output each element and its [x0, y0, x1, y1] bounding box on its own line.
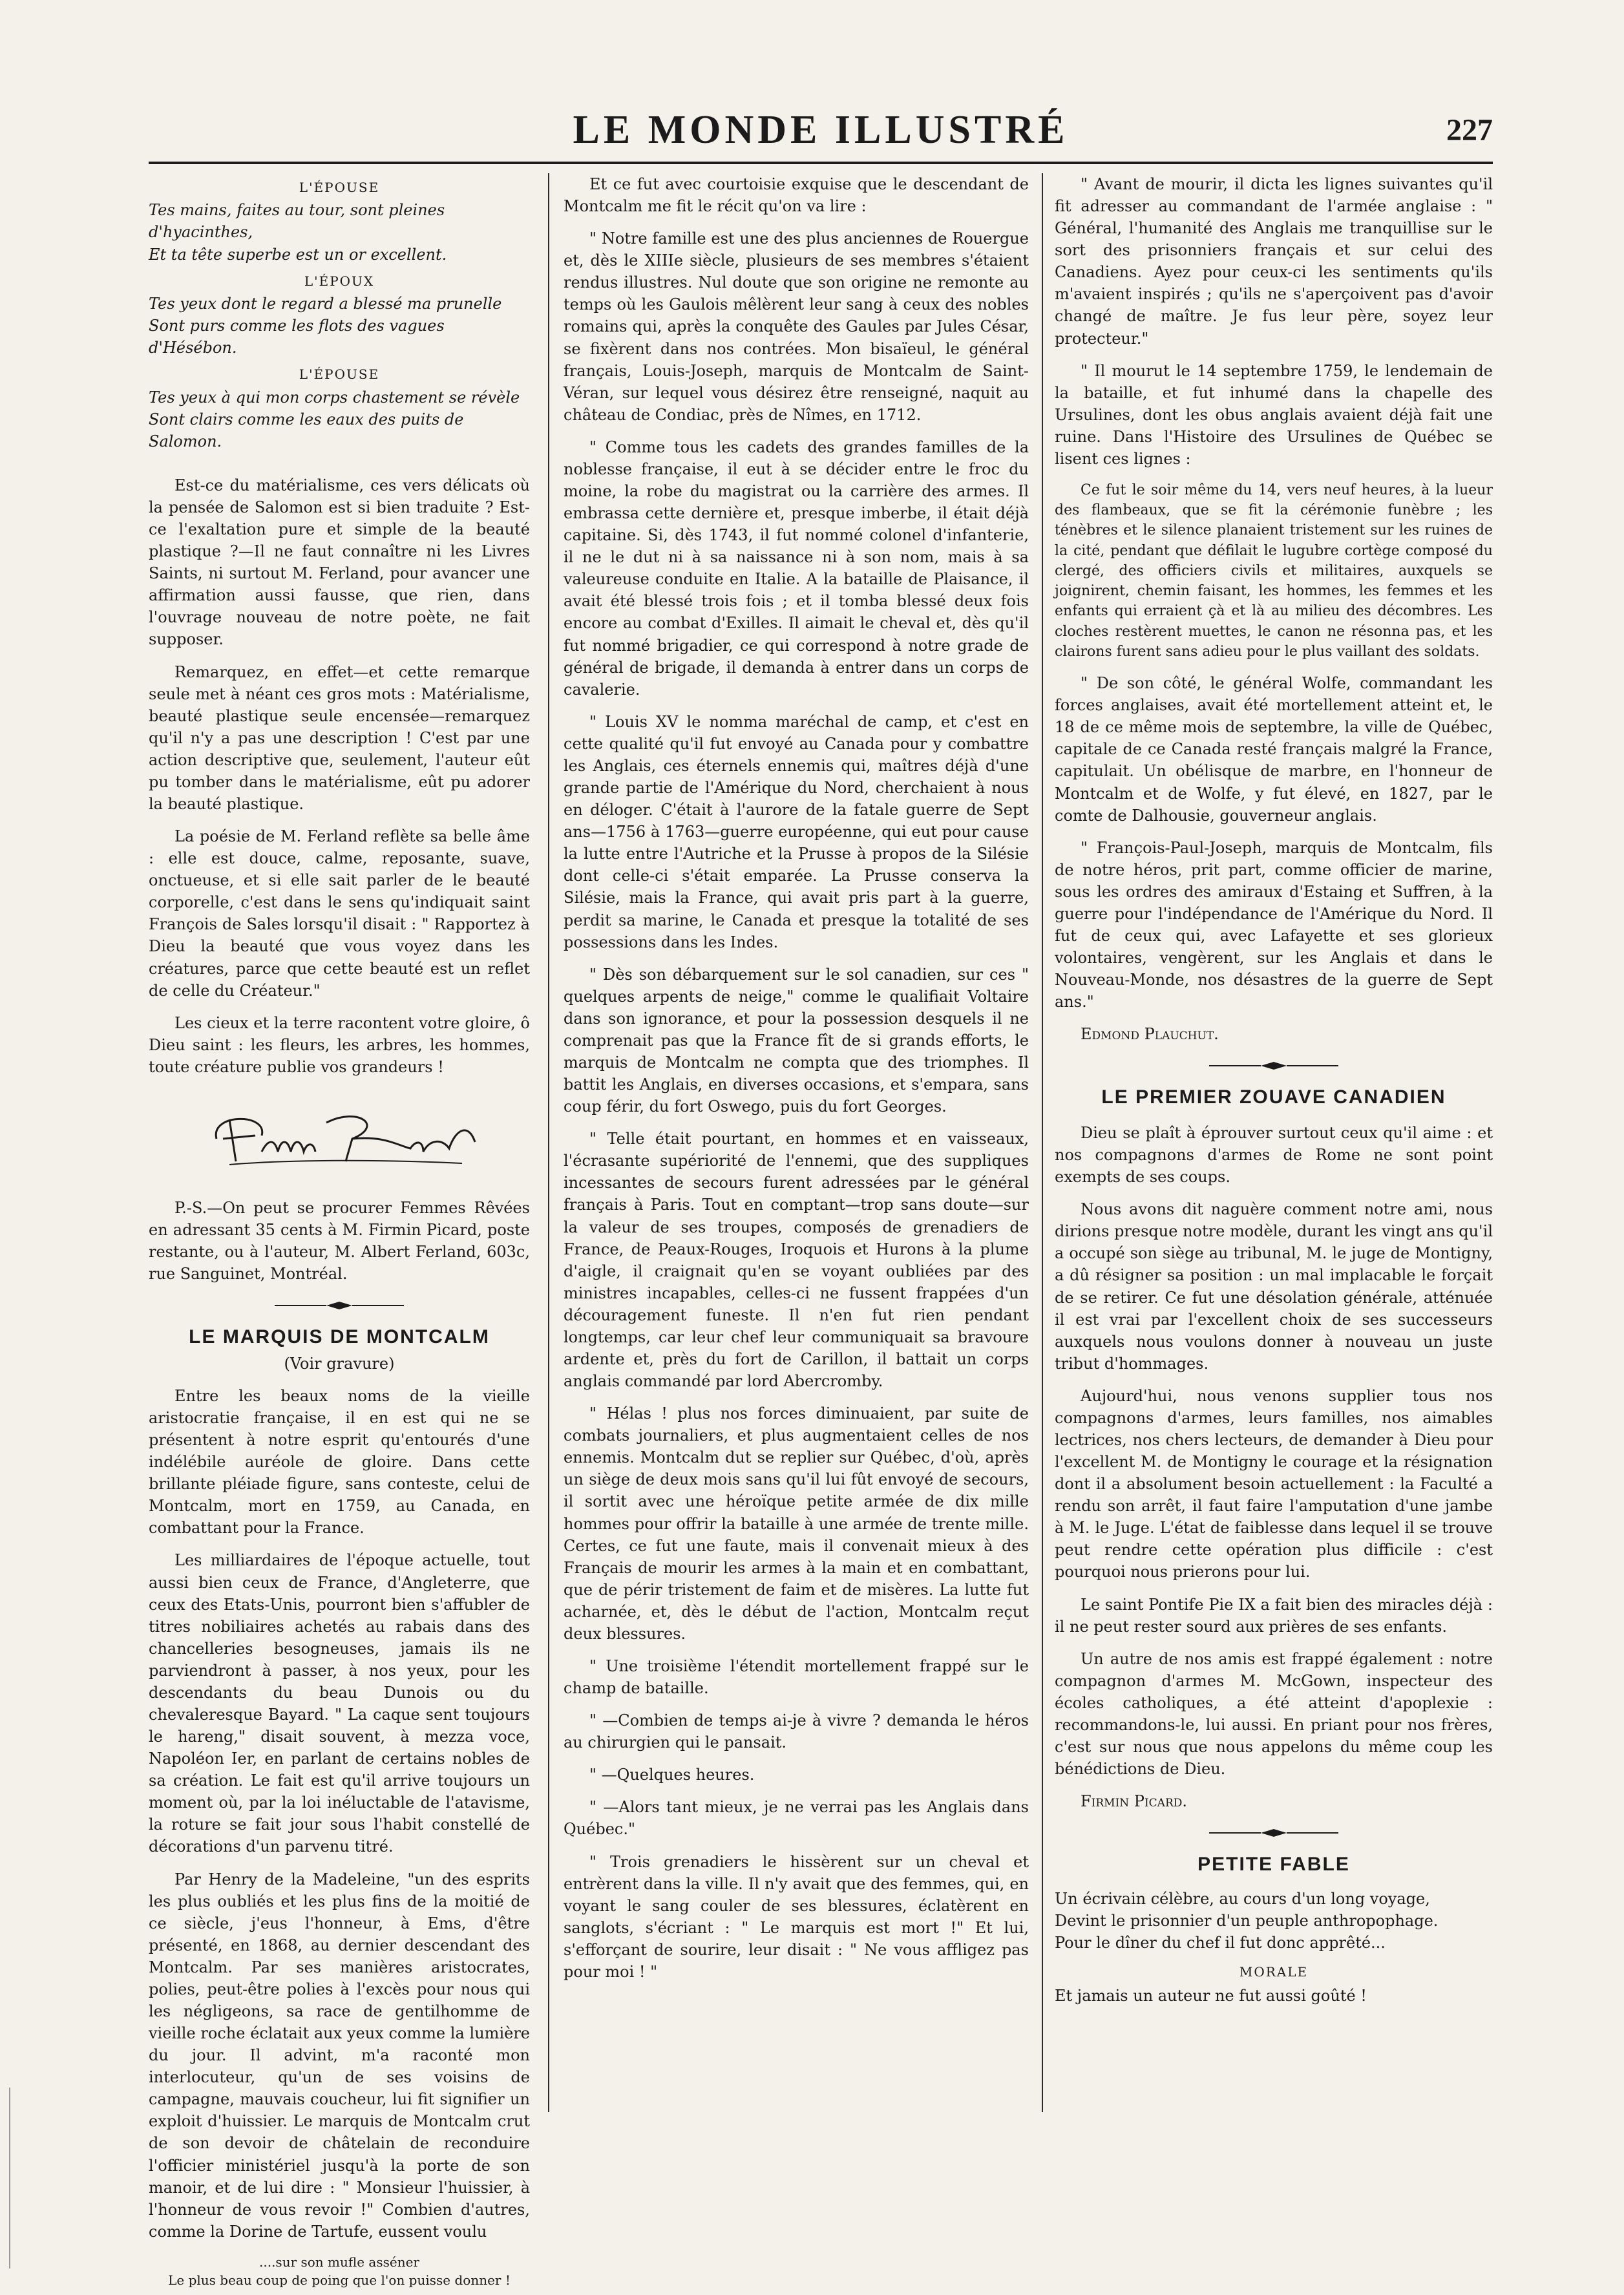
verse-line: Sont purs comme les flots des vagues d'Hésébon.: [149, 317, 445, 357]
article-title: LE MARQUIS DE MONTCALM: [189, 1326, 490, 1348]
verse: [149, 386, 530, 452]
paragraph: " De son côté, le général Wolfe, commandant les forces anglaises, avait été mortellement atteint et, le 18 de ce même mois de septembre, la ville de Québec, capitale de ce Canada resté français malgré la France, capitulait. Un obélisque de marbre, en l'honneur de Montcalm et de Wolfe, y fut élevé, en 1827, par le comte de Dalhousie, gouverneur anglais.: [1055, 674, 1493, 825]
quoted-verse-line: ....sur son mufle asséner: [259, 2254, 419, 2270]
ornament-divider: [1209, 1061, 1338, 1071]
article-title: LE PREMIER ZOUAVE CANADIEN: [1101, 1086, 1446, 1108]
paragraph: " —Combien de temps ai-je à vivre ? demanda le héros au chirurgien qui le pansait.: [564, 1711, 1029, 1752]
column-2: [564, 173, 1029, 2112]
postscript: P.-S.—On peut se procurer Femmes Rêvées en adressant 35 cents à M. Firmin Picard, poste restante, ou à l'auteur, M. Albert Ferland, 603c, rue Sanguinet, Montréal.: [149, 1198, 530, 1284]
column-divider: [1042, 173, 1043, 2112]
quoted-passage: Ce fut le soir même du 14, vers neuf heures, à la lueur des flambeaux, que se fit la cérémonie funèbre ; les ténèbres et le silence planaient tristement sur les ruines de la cité, pendant que défilait le lugubre cortège composé du clergé, des officiers civils et militaires, auxquels se joignirent, chemin faisant, les hommes, les femmes et les enfants qui erraient çà et là au milieu des décombres. Les cloches restèrent muettes, le canon ne résonna pas, et les clairons furent sans adieu pour le plus vaillant des soldats.: [1055, 482, 1493, 660]
column-divider: [548, 173, 549, 2112]
paragraph: La poésie de M. Ferland reflète sa belle âme : elle est douce, calme, reposante, suave, onctueuse, et si elle sait parler de le beauté corporelle, c'est dans le sens qu'indiquait saint François de Sales lorsqu'il disait : " Rapportez à Dieu la beauté que vous voyez dans les créatures, parce que cette beauté est un reflet de celle du Créateur.": [149, 827, 530, 1000]
ornament-divider: [275, 1300, 404, 1311]
paragraph: " François-Paul-Joseph, marquis de Montcalm, fils de notre héros, prit part, comme officier de marine, sous les ordres des amiraux d'Estaing et Suffren, à la guerre pour l'indépendance de l'Amérique du Nord. Il fut de ceux qui, avec Lafayette et ses glorieux volontaires, vengèrent, sur les Anglais et dans le Nouveau-Monde, nos désastres de la guerre de Sept ans.": [1055, 838, 1493, 1011]
fable-line: Devint le prisonnier d'un peuple anthropophage.: [1055, 1911, 1439, 1930]
column-1: [149, 173, 530, 2289]
article-title: PETITE FABLE: [1197, 1854, 1350, 1876]
quoted-verse-line: Le plus beau coup de poing que l'on puisse donner !: [168, 2272, 511, 2289]
paragraph: Remarquez, en effet—et cette remarque seule met à néant ces gros mots : Matérialisme, beauté plastique seule encensée—remarquez qu'il n'y a pas une description ! C'est par une action descriptive que, seulement, l'auteur eût pu tomber dans le matérialisme, eût pu adorer la beauté plastique.: [149, 662, 530, 813]
paragraph: Un autre de nos amis est frappé également : notre compagnon d'armes M. McGown, inspecteur des écoles catholiques, a été atteint d'apoplexie : recommandons-le, lui aussi. En priant pour nos frères, c'est sur nous que nous appelons du même coup les bénédictions de Dieu.: [1055, 1649, 1493, 1779]
paragraph: " Il mourut le 14 septembre 1759, le lendemain de la bataille, et fut inhumé dans la chapelle des Ursulines, dont les obus anglais avaient déjà fait une ruine. Dans l'Histoire des Ursulines de Québec se lisent ces lignes :: [1055, 361, 1493, 468]
paragraph: " Une troisième l'étendit mortellement frappé sur le champ de bataille.: [564, 1657, 1029, 1698]
paragraph: " Louis XV le nomma maréchal de camp, et c'est en cette qualité qu'il fut envoyé au Canada pour y combattre les Anglais, ces éternels ennemis qui, maîtres déjà d'une grande partie de l'Amérique du Nord, cherchaient à nous en déloger. C'était à l'aurore de la fatale guerre de Sept ans—1756 à 1763—guerre européenne, qui eut pour cause la lutte entre l'Autriche et la Prusse à propos de la Silésie dont celle-ci s'était emparée. La Prusse conserva la Silésie, mais la France, qui avait pris part à la guerre, perdit sa marine, le Canada et presque la totalité de ses possessions dans les Indes.: [564, 712, 1029, 951]
verse-line: Et ta tête superbe est un or excellent.: [149, 245, 447, 264]
paragraph: Les milliardaires de l'époque actuelle, tout aussi bien ceux de France, d'Angleterre, que ceux des Etats-Unis, pourront bien s'affubler de titres nobiliaires achetés au rabais dans des chancelleries besogneuses, jamais ils ne parviendront à passer, à nos yeux, pour les descendants du beau Dunois ou du chevaleresque Bayard. " La caque sent toujours le hareng," disait souvent, à mezza voce, Napoléon Ier, en parlant de certains nobles de sa création. Le fait est qu'il arrive toujours un moment où, par la loi inéluctable de l'atavisme, la roture se fait jour sous l'habit constellé de décorations d'un parvenu titré.: [149, 1551, 530, 1856]
verse-line: Tes mains, faites au tour, sont pleines d'hyacinthes,: [149, 201, 445, 242]
ornament-divider: [1209, 1828, 1338, 1838]
paragraph: " Telle était pourtant, en hommes et en vaisseaux, l'écrasante supériorité de l'ennemi, que des suppliques incessantes de secours furent adressées par le général français à Paris. Tout en comptant—trop sans doute—sur la valeur de ses troupes, composés de grenadiers de France, de Peaux-Rouges, Iroquois et Hurons à la plume d'aigle, il craignait qu'en se voyant oubliées par des ministres incapables, celles-ci ne fussent frappées d'un découragement funeste. Il n'en fut rien pendant longtemps, car leur chef leur communiquait sa bravoure ardente et, près du fort de Carillon, il battait un corps anglais commandé par lord Abercromby.: [564, 1130, 1029, 1391]
handwritten-signature: [191, 1100, 488, 1178]
paragraph: " Comme tous les cadets des grandes familles de la noblesse française, il eut à se décider entre le froc du moine, la robe du magistrat ou la carrière des armes. Il embrassa cette dernière et, presque imberbe, il était déjà capitaine. Si, dès 1743, il fut nommé colonel d'infanterie, il ne le dut ni à sa naissance ni à son nom, mais à sa valeureuse conduite en Italie. A la bataille de Plaisance, il avait été blessé trois fois ; et il tomba blessé deux fois encore au combat d'Exilles. Il aimait le cheval et, dès qu'il fut nommé brigadier, ce qui correspond à notre grade de général de brigade, il demanda à entrer dans un corps de cavalerie.: [564, 438, 1029, 699]
paragraph: Les cieux et la terre racontent votre gloire, ô Dieu saint : les fleurs, les arbres, les hommes, toute créature publie vos grandeurs !: [149, 1013, 530, 1076]
fable-line: Pour le dîner du chef il fut donc apprêté...: [1055, 1933, 1386, 1952]
verse: [149, 199, 530, 265]
scan-edge-mark: [9, 2088, 10, 2269]
signature-firmin-picard: [149, 1100, 530, 1178]
verse-speaker: L'ÉPOUSE: [299, 366, 380, 383]
paragraph: " Avant de mourir, il dicta les lignes suivantes qu'il fit adresser au commandant de l'armée anglaise : " Général, l'humanité des Anglais me tranquillise sur le sort des prisonniers français et sur celui des Canadiens. Ayez pour ceux-ci les sentiments qu'ils m'avaient inspirés ; qu'ils ne s'aperçoivent pas d'avoir changé de maître. Je fus leur père, soyez leur protecteur.": [1055, 175, 1493, 348]
paragraph: " Notre famille est une des plus anciennes de Rouergue et, dès le XIIIe siècle, plusieurs de ses membres s'étaient rendus illustres. Nul doute que son origine ne remonte au temps où les Gaulois mêlèrent leur sang à ceux des nobles romains qui, après la conquête des Gaules par Jules César, se fixèrent dans nos contrées. Mon bisaïeul, le général français, Louis-Joseph, marquis de Montcalm de Saint-Véran, sur lequel vous désirez être renseigné, naquit au château de Condiac, près de Nîmes, en 1712.: [564, 229, 1029, 424]
author-signature: Edmond Plauchut.: [1081, 1025, 1219, 1044]
column-3: [1055, 173, 1493, 2112]
paragraph: " —Alors tant mieux, je ne verrai pas les Anglais dans Québec.": [564, 1798, 1029, 1839]
paragraph: Est-ce du matérialisme, ces vers délicats où la pensée de Salomon est si bien traduite ? Est-ce l'exaltation pure et simple de la beauté plastique ?—Il ne faut connaître ni les Livres Saints, ni surtout M. Ferland, pour avancer une affirmation aussi fausse, que rien, dans l'ouvrage nouveau de notre poète, ne fait supposer.: [149, 476, 530, 649]
paragraph: Dieu se plaît à éprouver surtout ceux qu'il aime : et nos compagnons d'armes de Rome ne sont point exempts de ses coups.: [1055, 1123, 1493, 1187]
masthead: [149, 103, 1493, 164]
paragraph: Nous avons dit naguère comment notre ami, nous dirions presque notre modèle, durant les vingt ans qu'il a occupé son siège au tribunal, M. le juge de Montigny, a dû résigner sa position : un mal implacable le forçait de se retirer. Ce fut une désolation générale, atténuée il est vrai par l'excellent choix de ses successeurs auxquels nous voulons donner à nouveau un juste tribut d'hommages.: [1055, 1200, 1493, 1373]
author-signature: Firmin Picard.: [1081, 1792, 1187, 1811]
paragraph: Par Henry de la Madeleine, "un des esprits les plus oubliés et les plus fins de la moitié de ce siècle, j'eus l'honneur, à Ems, d'être présenté, en 1868, au dernier descendant des Montcalm. Par ses manières aristocrates, polies, peut-être polies à l'excès pour nous qui les négligeons, sa race de gentilhomme de vieille roche éclatait aux yeux comme la lumière du jour. Il advint, m'a raconté mon interlocuteur, qu'un de ses voisins de campagne, mauvais coucheur, lui fit signifier un exploit d'huissier. Le marquis de Montcalm crut de son devoir de châtelain de reconduire l'officier ministériel jusqu'à la porte de son manoir, et de lui dire : " Monsieur l'huissier, à l'honneur de vous revoir !" Combien d'autres, comme la Dorine de Tartufe, eussent voulu: [149, 1870, 530, 2241]
paragraph: Aujourd'hui, nous venons supplier tous nos compagnons d'armes, leurs familles, nos aimables lectrices, nos chers lecteurs, de demander à Dieu pour l'excellent M. de Montigny le courage et la résignation dont il a absolument besoin actuellement : la Faculté a rendu son arrêt, il faut faire l'amputation d'une jambe à M. le Juge. L'état de faiblesse dans lequel il se trouve peut rendre cette opération plus difficile : c'est pourquoi nous prierons pour lui.: [1055, 1386, 1493, 1581]
morale-heading: MORALE: [1239, 1964, 1309, 1980]
article-subtitle: (Voir gravure): [284, 1354, 395, 1373]
morale-line: Et jamais un auteur ne fut aussi goûté !: [1055, 1987, 1367, 2005]
paragraph: Entre les beaux noms de la vieille aristocratie française, il en est qui ne se présentent à notre esprit qu'entourés d'une indélébile auréole de gloire. Dans cette brillante pléiade figure, sans conteste, celui de Montcalm, mort en 1759, au Canada, en combattant pour la France.: [149, 1386, 530, 1538]
paragraph: " Hélas ! plus nos forces diminuaient, par suite de combats journaliers, et plus augmentaient celles de nos ennemis. Montcalm dut se replier sur Québec, d'où, après un siège de deux mois sans qu'il lui fût envoyé de secours, il sortit avec une héroïque petite armée de dix mille hommes pour offrir la bataille à une armée de trente mille. Certes, ce fut une faute, mais il convenait mieux à des Français de mourir les armes à la main et en combattant, que de périr tristement de faim et de misères. La lutte fut acharnée, et, dès le début de l'action, Montcalm reçut deux blessures.: [564, 1404, 1029, 1643]
quoted-verse: [149, 2253, 530, 2290]
fable-verse: [1055, 1888, 1493, 1954]
paragraph: " Dès son débarquement sur le sol canadien, sur ces " quelques arpents de neige," comme le qualifiait Voltaire dans son ignorance, et pour la possession desquels il ne comprenait pas que la France fît de si grands efforts, le marquis de Montcalm ne compta que des triomphes. Il battit les Anglais, en diverses occasions, et s'empara, sans coup férir, du fort Oswego, puis du fort Georges.: [564, 965, 1029, 1116]
verse-line: Tes yeux dont le regard a blessé ma prunelle: [149, 295, 502, 313]
fable-line: Un écrivain célèbre, au cours d'un long voyage,: [1055, 1889, 1430, 1908]
verse-line: Sont clairs comme les eaux des puits de Salomon.: [149, 410, 464, 450]
paragraph: Le saint Pontife Pie IX a fait bien des miracles déjà : il ne peut rester sourd aux prières de ses enfants.: [1055, 1595, 1493, 1636]
verse-line: Tes yeux à qui mon corps chastement se révèle: [149, 388, 520, 407]
verse-speaker: L'ÉPOUSE: [299, 180, 380, 195]
verse-speaker: L'ÉPOUX: [304, 273, 375, 289]
verse: [149, 293, 530, 359]
paragraph: " —Quelques heures.: [589, 1766, 755, 1784]
page-number: 227: [1446, 113, 1493, 147]
paragraph: " Trois grenadiers le hissèrent sur un cheval et entrèrent dans la ville. Il n'y avait que des femmes, qui, en voyant le sang couler de ses blessures, éclatèrent en sanglots, s'écriant : " Le marquis est mort !" Et lui, s'efforçant de sourire, leur disait : " Ne vous affligez pas pour moi ! ": [564, 1852, 1029, 1981]
newspaper-title: LE MONDE ILLUSTRÉ: [573, 108, 1069, 152]
paragraph: Et ce fut avec courtoisie exquise que le descendant de Montcalm me fit le récit qu'on va lire :: [564, 175, 1029, 216]
